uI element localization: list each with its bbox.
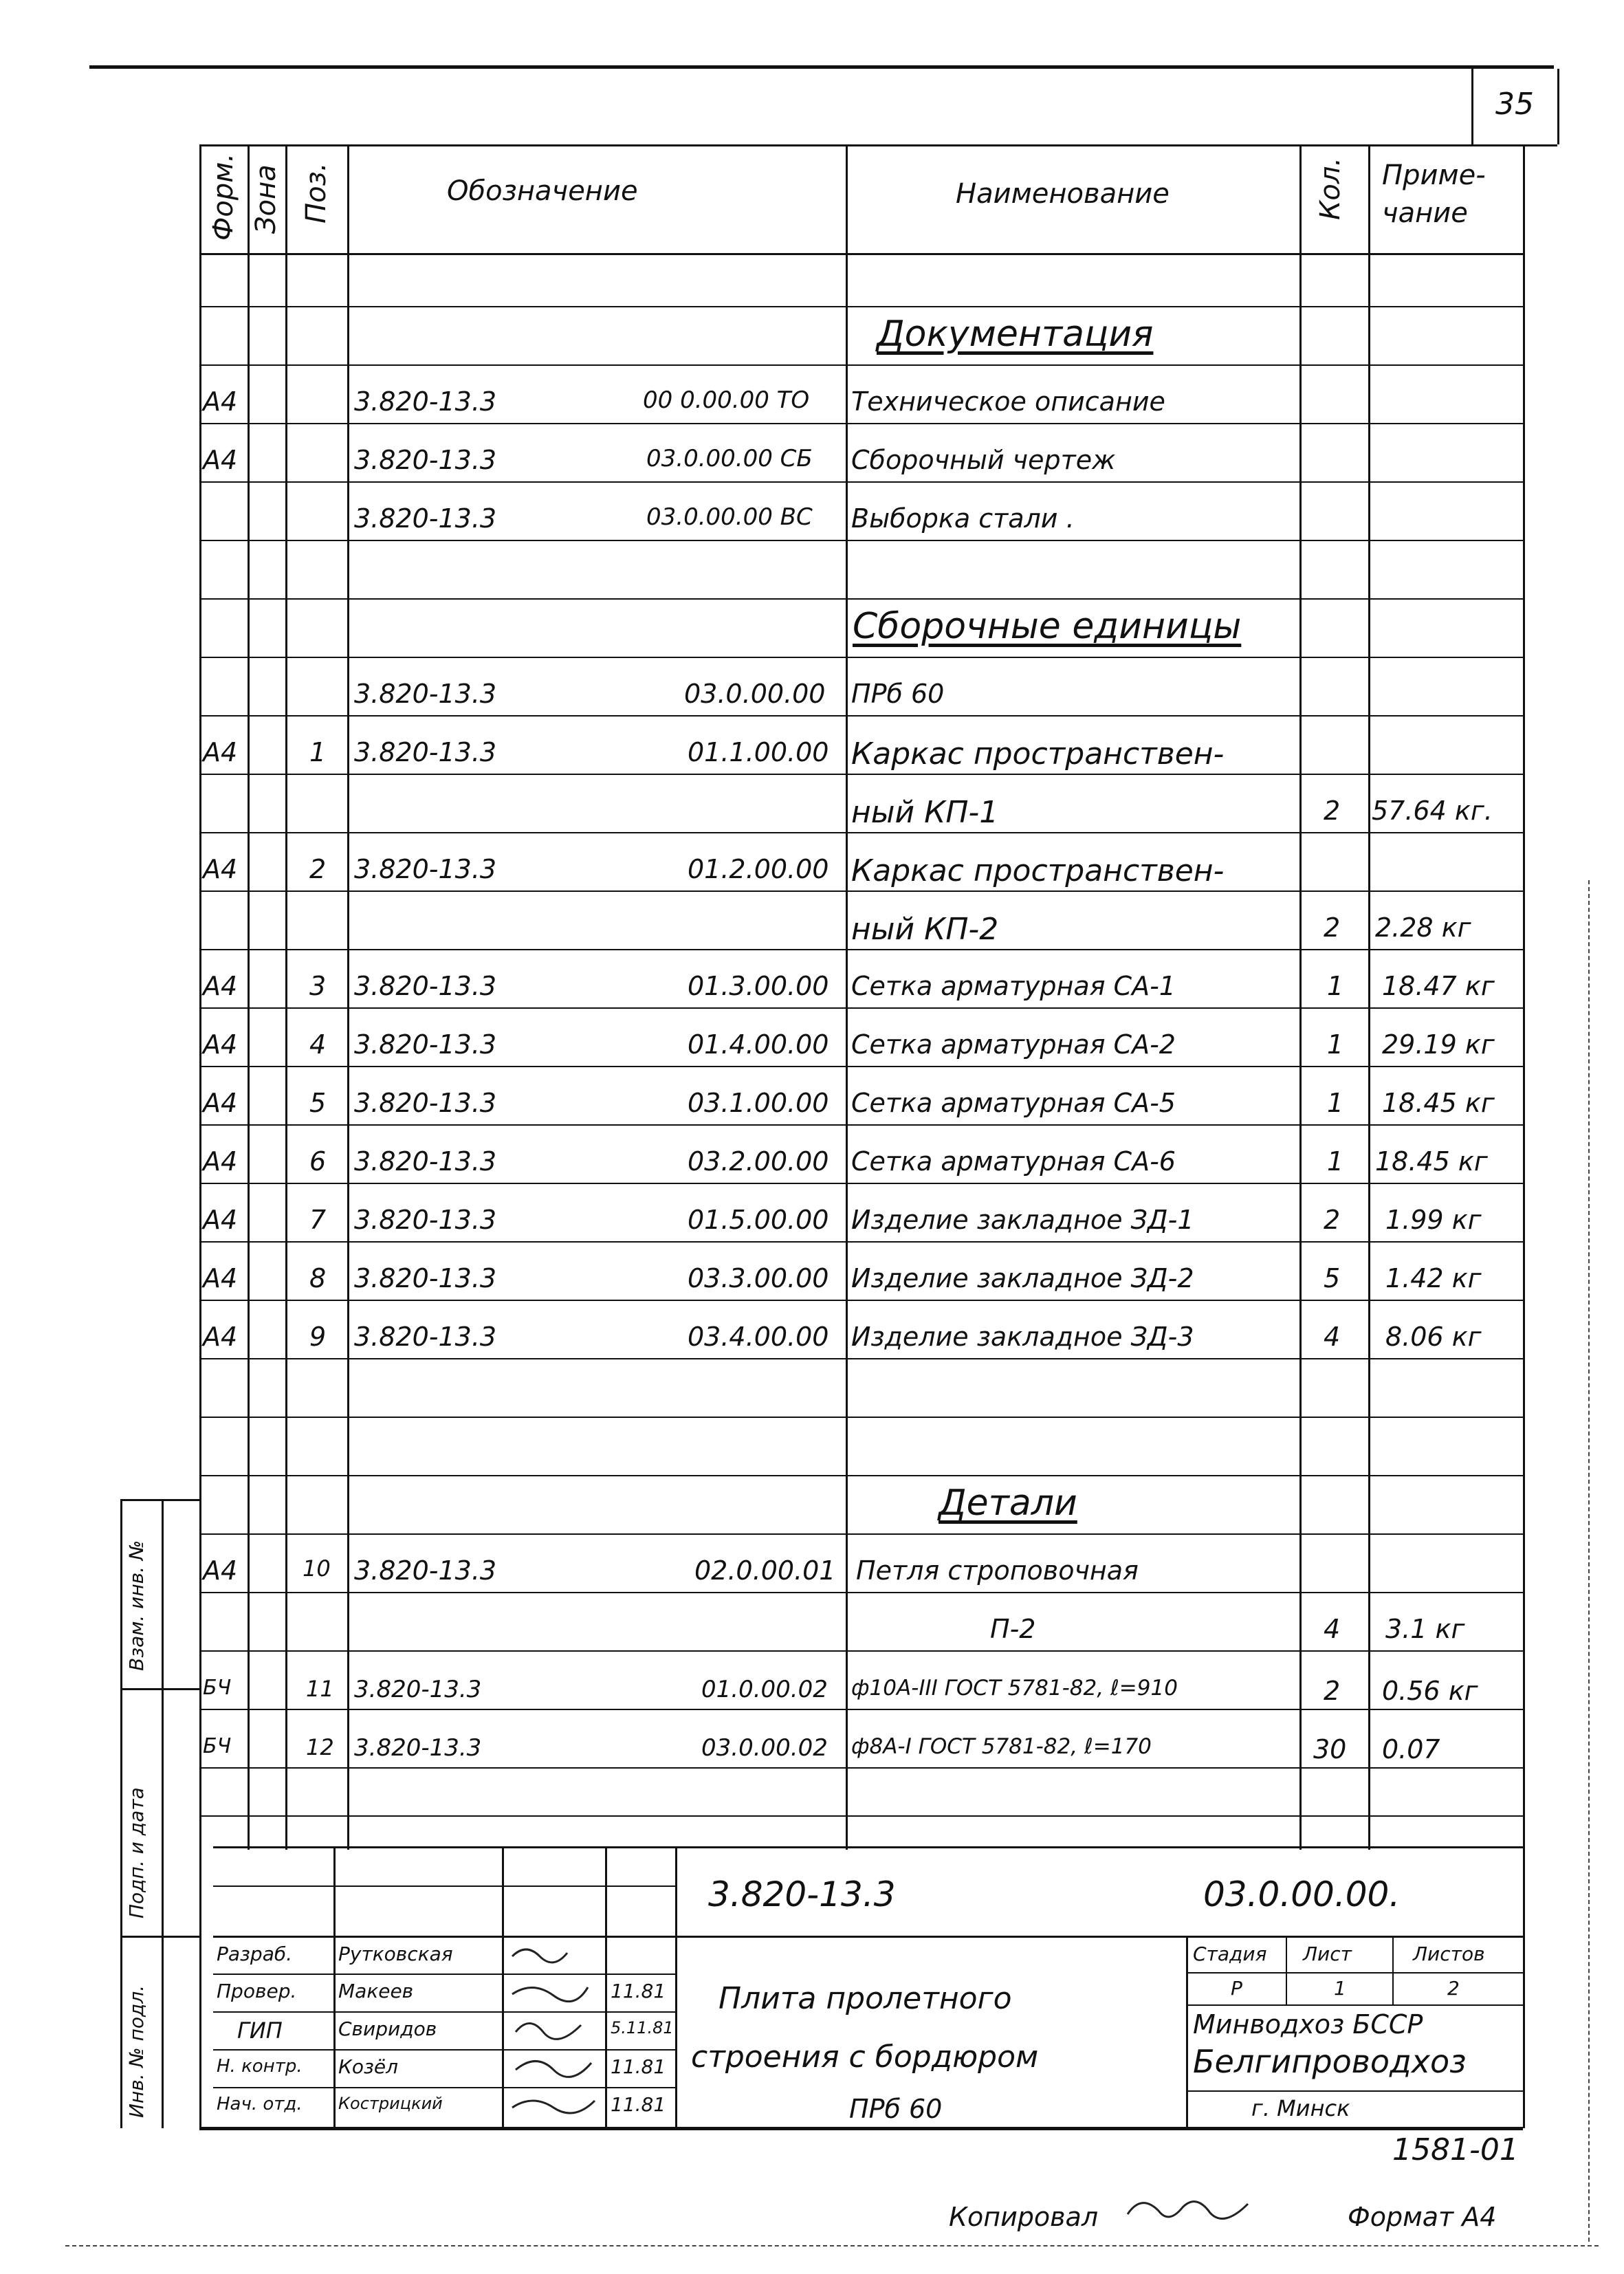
- title-line-1: Плита пролетного: [718, 1981, 1012, 2016]
- row-note: 18.47 кг: [1382, 971, 1495, 1001]
- row-note: 18.45 кг: [1375, 1146, 1488, 1177]
- row-code: 3.820-13.3: [354, 1205, 497, 1235]
- frame-top: [199, 144, 1557, 146]
- doc-code: 3.820-13.3: [708, 1874, 896, 1914]
- role-nkontr: Н. контр.: [217, 2056, 303, 2077]
- row-num: 01.4.00.00: [688, 1029, 829, 1060]
- stage-value: Р: [1231, 1977, 1242, 2000]
- row-note: 0.56 кг: [1382, 1676, 1478, 1706]
- row-name: Сетка арматурная СА-1: [851, 971, 1176, 1001]
- row-note: 0.07: [1382, 1734, 1440, 1764]
- row-pos: 6: [309, 1146, 327, 1177]
- archive-number: 1581-01: [1392, 2132, 1519, 2167]
- row-note: 57.64 кг.: [1372, 796, 1493, 826]
- sheet-label: Лист: [1303, 1943, 1352, 1965]
- doc-number: 03.0.00.00.: [1203, 1874, 1401, 1914]
- row-name: Изделие закладное ЗД-1: [851, 1205, 1194, 1235]
- sheet-value: 1: [1334, 1977, 1346, 2000]
- sheets-label: Листов: [1413, 1943, 1485, 1965]
- row-num: 01.2.00.00: [688, 854, 829, 884]
- header-pos: Поз.: [300, 162, 332, 223]
- row-pos: 9: [309, 1322, 327, 1352]
- role-gip: ГИП: [237, 2018, 283, 2044]
- row-name: ный КП-1: [851, 795, 999, 830]
- row-code: 3.820-13.3: [354, 971, 497, 1001]
- row-name: Сетка арматурная СА-5: [851, 1088, 1176, 1118]
- row-name: ный КП-2: [851, 912, 999, 947]
- top-border: [89, 65, 1554, 69]
- row-format: А4: [203, 1088, 238, 1118]
- row-format: А4: [203, 1029, 238, 1060]
- date-prover: 11.81: [611, 1980, 666, 2002]
- side-stamp-left: [120, 1499, 122, 2128]
- row-code: 3.820-13.3: [354, 1146, 497, 1177]
- header-qty: Кол.: [1315, 157, 1346, 220]
- sheet-number: 35: [1495, 87, 1534, 122]
- title-line-3: ПРб 60: [849, 2094, 943, 2124]
- row-qty: 1: [1327, 1146, 1344, 1177]
- row-code: 3.820-13.3: [354, 679, 497, 709]
- row-num: 01.0.00.02: [701, 1676, 828, 1703]
- row-num: 01.3.00.00: [688, 971, 829, 1001]
- row-qty: 2: [1324, 796, 1341, 826]
- row-note: 29.19 кг: [1382, 1029, 1495, 1060]
- copier-signature: [1121, 2187, 1258, 2235]
- row-code: 3.820-13.3: [354, 1088, 497, 1118]
- row-note: 18.45 кг: [1382, 1088, 1495, 1118]
- name-gip: Свиридов: [338, 2018, 437, 2040]
- row-format: А4: [203, 445, 238, 475]
- row-note: 8.06 кг: [1385, 1322, 1482, 1352]
- row-name: ПРб 60: [851, 679, 945, 709]
- header-note-1: Приме-: [1382, 160, 1486, 191]
- row-format: БЧ: [203, 1734, 232, 1758]
- header-designation: Обозначение: [447, 175, 638, 207]
- row-num: 01.5.00.00: [688, 1205, 829, 1235]
- row-name: Сборочный чертеж: [851, 445, 1116, 475]
- row-pos: 11: [306, 1676, 334, 1702]
- row-pos: 5: [309, 1088, 327, 1118]
- name-nachotd: Кострицкий: [338, 2094, 443, 2113]
- row-format: А4: [203, 971, 238, 1001]
- date-nachotd: 11.81: [611, 2093, 666, 2116]
- row-name: Техническое описание: [851, 386, 1165, 417]
- header-note-2: чание: [1382, 197, 1468, 229]
- row-code: 3.820-13.3: [354, 854, 497, 884]
- row-name: П-2: [990, 1614, 1036, 1644]
- row-format: А4: [203, 386, 238, 417]
- org-line-3: г. Минск: [1251, 2095, 1350, 2121]
- copied-label: Копировал: [949, 2202, 1099, 2232]
- row-name: Изделие закладное ЗД-2: [851, 1263, 1194, 1293]
- row-format: А4: [203, 1263, 238, 1293]
- row-code: 3.820-13.3: [354, 1676, 482, 1703]
- row-num: 01.1.00.00: [688, 737, 829, 767]
- frame-right: [1523, 144, 1525, 2128]
- row-qty: 2: [1324, 912, 1341, 943]
- row-pos: 1: [309, 737, 327, 767]
- section-assembly-units: Сборочные единицы: [853, 606, 1242, 647]
- sheet-number-box: [1471, 69, 1473, 144]
- row-format: БЧ: [203, 1676, 232, 1700]
- row-pos: 12: [306, 1734, 334, 1760]
- row-qty: 4: [1324, 1322, 1341, 1352]
- date-nkontr: 11.81: [611, 2055, 666, 2078]
- row-code: 3.820-13.3: [354, 386, 497, 417]
- name-razrab: Рутковская: [338, 1943, 453, 1965]
- row-name: Сетка арматурная СА-2: [851, 1029, 1176, 1060]
- row-format: А4: [203, 854, 238, 884]
- role-nachotd: Нач. отд.: [217, 2094, 303, 2114]
- row-name: Каркас пространствен-: [851, 853, 1225, 888]
- header-format: Форм.: [208, 153, 239, 241]
- section-details: Детали: [939, 1483, 1077, 1524]
- row-name: Изделие закладное ЗД-3: [851, 1322, 1194, 1352]
- row-num: 03.0.00.02: [701, 1734, 828, 1762]
- row-name: Петля строповочная: [856, 1555, 1139, 1586]
- row-code: 3.820-13.3: [354, 1734, 482, 1762]
- row-code: 3.820-13.3: [354, 737, 497, 767]
- row-format: А4: [203, 1322, 238, 1352]
- row-num: 02.0.00.01: [694, 1555, 836, 1586]
- row-num: 03.2.00.00: [688, 1146, 829, 1177]
- row-pos: 4: [309, 1029, 327, 1060]
- role-razrab: Разраб.: [217, 1943, 293, 1965]
- date-gip: 5.11.81: [611, 2018, 674, 2037]
- title-block-top: [213, 1846, 1523, 1848]
- title-line-2: строения с бордюром: [691, 2040, 1039, 2075]
- row-qty: 1: [1327, 1029, 1344, 1060]
- row-format: А4: [203, 1146, 238, 1177]
- row-pos: 10: [303, 1555, 331, 1582]
- row-num: 03.1.00.00: [688, 1088, 829, 1118]
- section-documentation: Документация: [877, 314, 1154, 355]
- row-name: ф10А-III ГОСТ 5781-82, ℓ=910: [851, 1676, 1178, 1701]
- page-cut-line: [65, 2245, 1599, 2246]
- row-qty: 4: [1324, 1614, 1341, 1644]
- row-qty: 2: [1324, 1205, 1341, 1235]
- row-name: ф8А-I ГОСТ 5781-82, ℓ=170: [851, 1734, 1152, 1759]
- row-num: 00 0.00.00 ТО: [643, 386, 810, 414]
- row-code: 3.820-13.3: [354, 1555, 497, 1586]
- row-pos: 7: [309, 1205, 327, 1235]
- row-format: А4: [203, 1555, 238, 1586]
- row-num: 03.0.00.00 ВС: [646, 503, 813, 531]
- org-line-1: Минводхоз БССР: [1193, 2009, 1423, 2040]
- name-nkontr: Козёл: [338, 2055, 399, 2078]
- row-num: 03.4.00.00: [688, 1322, 829, 1352]
- row-name: Каркас пространствен-: [851, 736, 1225, 772]
- row-code: 3.820-13.3: [354, 1029, 497, 1060]
- sheets-value: 2: [1447, 1977, 1460, 2000]
- row-num: 03.0.00.00: [684, 679, 826, 709]
- header-zone: Зона: [250, 164, 282, 234]
- name-prover: Макеев: [338, 1980, 414, 2002]
- row-pos: 8: [309, 1263, 327, 1293]
- row-num: 03.0.00.00 СБ: [646, 445, 813, 472]
- row-code: 3.820-13.3: [354, 1322, 497, 1352]
- row-note: 2.28 кг: [1375, 912, 1471, 943]
- row-qty: 1: [1327, 971, 1344, 1001]
- row-code: 3.820-13.3: [354, 445, 497, 475]
- format-label: Формат А4: [1348, 2202, 1497, 2232]
- row-code: 3.820-13.3: [354, 503, 497, 534]
- row-format: А4: [203, 1205, 238, 1235]
- row-note: 1.42 кг: [1385, 1263, 1482, 1293]
- row-pos: 3: [309, 971, 327, 1001]
- row-qty: 5: [1324, 1263, 1341, 1293]
- row-code: 3.820-13.3: [354, 1263, 497, 1293]
- row-qty: 30: [1313, 1734, 1347, 1764]
- side-label-podp: Подп. и дата: [125, 1787, 148, 1918]
- row-name: Сетка арматурная СА-6: [851, 1146, 1176, 1177]
- row-name: Выборка стали .: [851, 503, 1075, 534]
- role-prover: Провер.: [217, 1980, 297, 2002]
- signatures: [505, 1939, 602, 2125]
- row-num: 03.3.00.00: [688, 1263, 829, 1293]
- row-pos: 2: [309, 854, 327, 884]
- row-note: 1.99 кг: [1385, 1205, 1482, 1235]
- row-qty: 1: [1327, 1088, 1344, 1118]
- frame-left: [199, 144, 201, 2128]
- row-qty: 2: [1324, 1676, 1341, 1706]
- org-line-2: Белгипроводхоз: [1193, 2043, 1467, 2080]
- header-name: Наименование: [956, 178, 1170, 210]
- row-note: 3.1 кг: [1385, 1614, 1465, 1644]
- side-label-inv: Инв. № подл.: [125, 1985, 148, 2118]
- stage-label: Стадия: [1193, 1943, 1267, 1965]
- side-label-vzam: Взам. инв. №: [125, 1540, 148, 1671]
- row-format: А4: [203, 737, 238, 767]
- frame-bottom: [199, 2127, 1523, 2130]
